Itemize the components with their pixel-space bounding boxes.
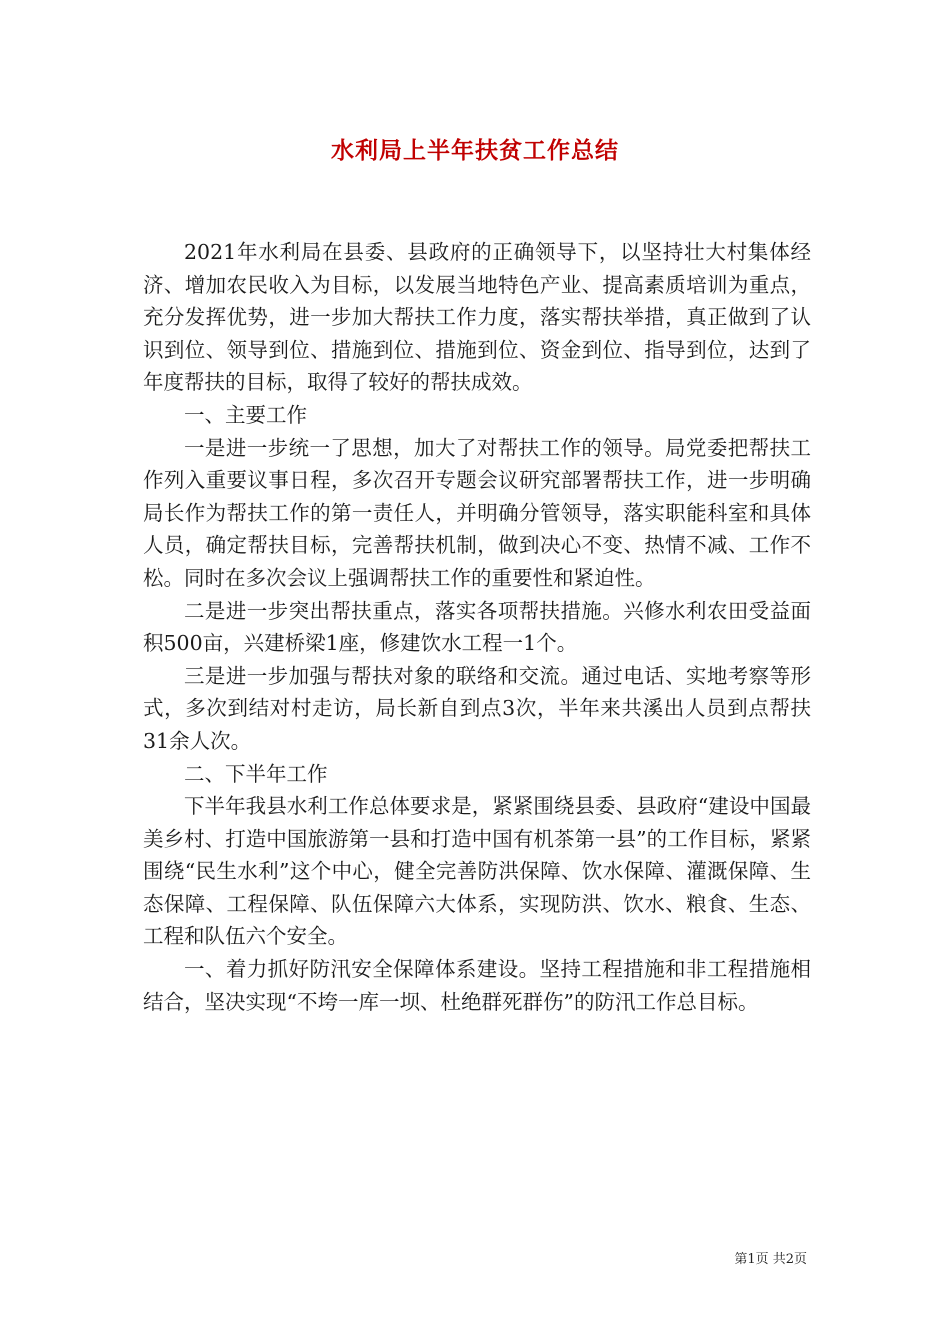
document-title: 水利局上半年扶贫工作总结 xyxy=(331,137,619,164)
document-body xyxy=(143,236,811,1018)
body-paragraph: 二是进一步突出帮扶重点，落实各项帮扶措施。兴修水利农田受益面积500亩，兴建桥梁1座，修建饮水工程一1个。 xyxy=(143,598,811,656)
body-paragraph: 2021年水利局在县委、县政府的正确领导下，以坚持壮大村集体经济、增加农民收入为目标，以发展当地特色产业、提高素质培训为重点，充分发挥优势，进一步加大帮扶工作力度，落实帮扶举措，真正做到了认识到位、领导到位、措施到位、措施到位、资金到位、指导到位，达到了年度帮扶的目标，取得了较好的帮扶成效。 xyxy=(143,240,811,395)
section-heading: 一、主要工作 xyxy=(184,402,307,427)
body-paragraph: 一是进一步统一了思想，加大了对帮扶工作的领导。局党委把帮扶工作列入重要议事日程，多次召开专题会议研究部署帮扶工作，进一步明确局长作为帮扶工作的第一责任人，并明确分管领导，落实职能科室和具体人员，确定帮扶目标，完善帮扶机制，做到决心不变、热情不减、工作不松。同时在多次会议上强调帮扶工作的重要性和紧迫性。 xyxy=(143,435,811,590)
body-paragraph: 下半年我县水利工作总体要求是，紧紧围绕县委、县政府“建设中国最美乡村、打造中国旅游第一县和打造中国有机茶第一县”的工作目标，紧紧围绕“民生水利”这个中心，健全完善防洪保障、饮水保障、灌溉保障、生态保障、工程保障、队伍保障六大体系，实现防洪、饮水、粮食、生态、工程和队伍六个安全。 xyxy=(143,794,811,949)
page-number: 第1页 共2页 xyxy=(734,1252,807,1267)
body-paragraph: 三是进一步加强与帮扶对象的联络和交流。通过电话、实地考察等形式，多次到结对村走访，局长新自到点3次，半年来共溪出人员到点帮扶31余人次。 xyxy=(143,663,811,753)
body-paragraph: 一、着力抓好防汛安全保障体系建设。坚持工程措施和非工程措施相结合，坚决实现“不垮一库一坝、杜绝群死群伤”的防汛工作总目标。 xyxy=(143,957,811,1014)
section-heading: 二、下半年工作 xyxy=(184,761,328,786)
